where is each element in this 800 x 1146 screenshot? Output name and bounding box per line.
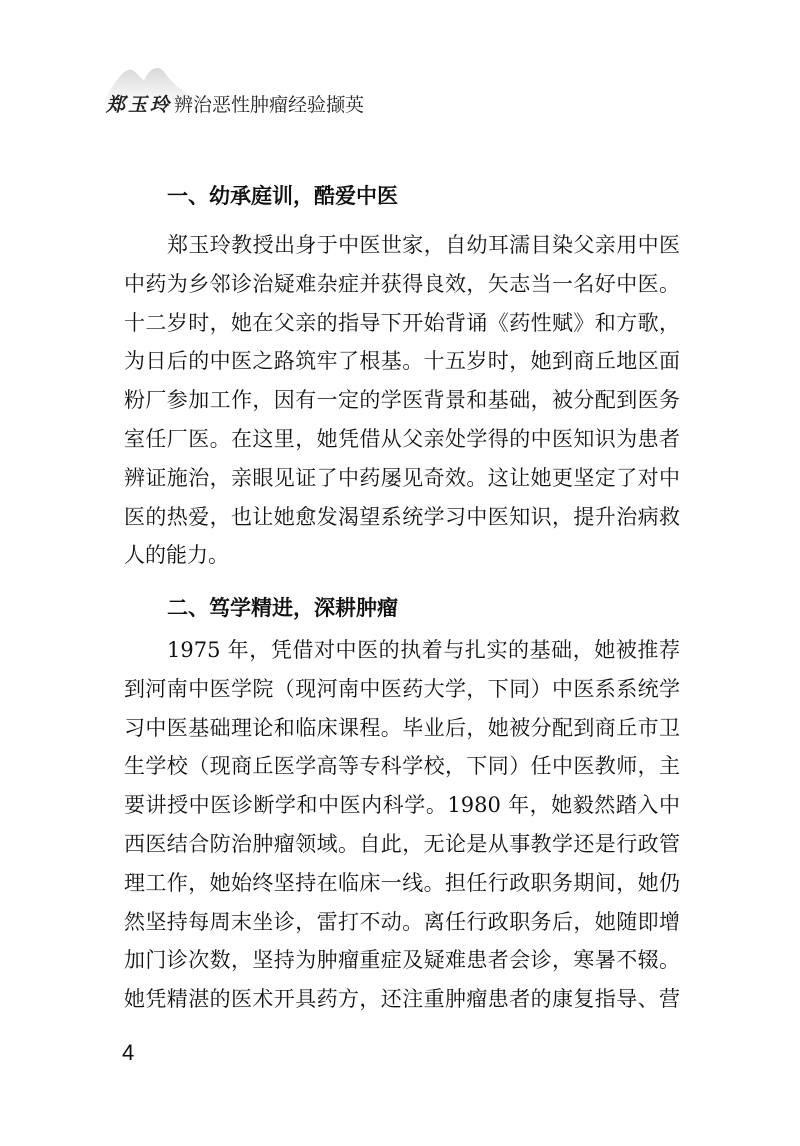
text-line: 然坚持每周末坐诊，雷打不动。离任行政职务后，她随即增: [124, 909, 680, 934]
text-line: 为日后的中医之路筑牢了根基。十五岁时，她到商丘地区面: [124, 349, 680, 374]
text-line: 要讲授中医诊断学和中医内科学。1980 年，她毅然踏入中: [124, 793, 680, 818]
paragraph: [124, 226, 680, 575]
text-line: 生学校（现商丘医学高等专科学校，下同）任中医教师，主: [124, 754, 680, 779]
text-line: 室任厂医。在这里，她凭借从父亲处学得的中医知识为患者: [124, 426, 680, 451]
text-line: 1975 年，凭借对中医的执着与扎实的基础，她被推荐: [167, 638, 680, 662]
paragraph: [124, 631, 680, 1019]
section-heading: 一、幼承庭训，酷爱中医: [167, 183, 398, 208]
text-line: 习中医基础理论和临床课程。毕业后，她被分配到商丘市卫: [124, 715, 680, 740]
text-line: 郑玉玲教授出身于中医世家，自幼耳濡目染父亲用中医: [167, 233, 680, 257]
section-heading: 二、笃学精进，深耕肿瘤: [167, 595, 398, 620]
page-number: 4: [122, 1040, 135, 1065]
author-name: 郑玉玲: [106, 94, 173, 116]
text-line: 中药为乡邻诊治疑难杂症并获得良效，矢志当一名好中医。: [124, 271, 680, 296]
text-line: 加门诊次数，坚持为肿瘤重症及疑难患者会诊，寒暑不辍。: [124, 948, 680, 973]
text-line: 人的能力。: [124, 543, 229, 568]
text-line: 粉厂参加工作，因有一定的学医背景和基础，被分配到医务: [124, 388, 680, 413]
text-line: 到河南中医学院（现河南中医药大学，下同）中医系系统学: [124, 676, 680, 701]
text-line: 辨证施治，亲眼见证了中药屡见奇效。这让她更坚定了对中: [124, 465, 680, 490]
book-title: 辨治恶性肿瘤经验撷英: [174, 94, 365, 116]
text-line: 西医结合防治肿瘤领域。自此，无论是从事教学还是行政管: [124, 831, 680, 856]
text-line: 理工作，她始终坚持在临床一线。担任行政职务期间，她仍: [124, 870, 680, 895]
text-line: 她凭精湛的医术开具药方，还注重肿瘤患者的康复指导、营: [124, 987, 680, 1012]
running-header: [92, 62, 392, 128]
text-line: 十二岁时，她在父亲的指导下开始背诵《药性赋》和方歌，: [124, 310, 680, 335]
text-line: 医的热爱，也让她愈发渴望系统学习中医知识，提升治病救: [124, 504, 680, 529]
header-title: [106, 90, 364, 117]
